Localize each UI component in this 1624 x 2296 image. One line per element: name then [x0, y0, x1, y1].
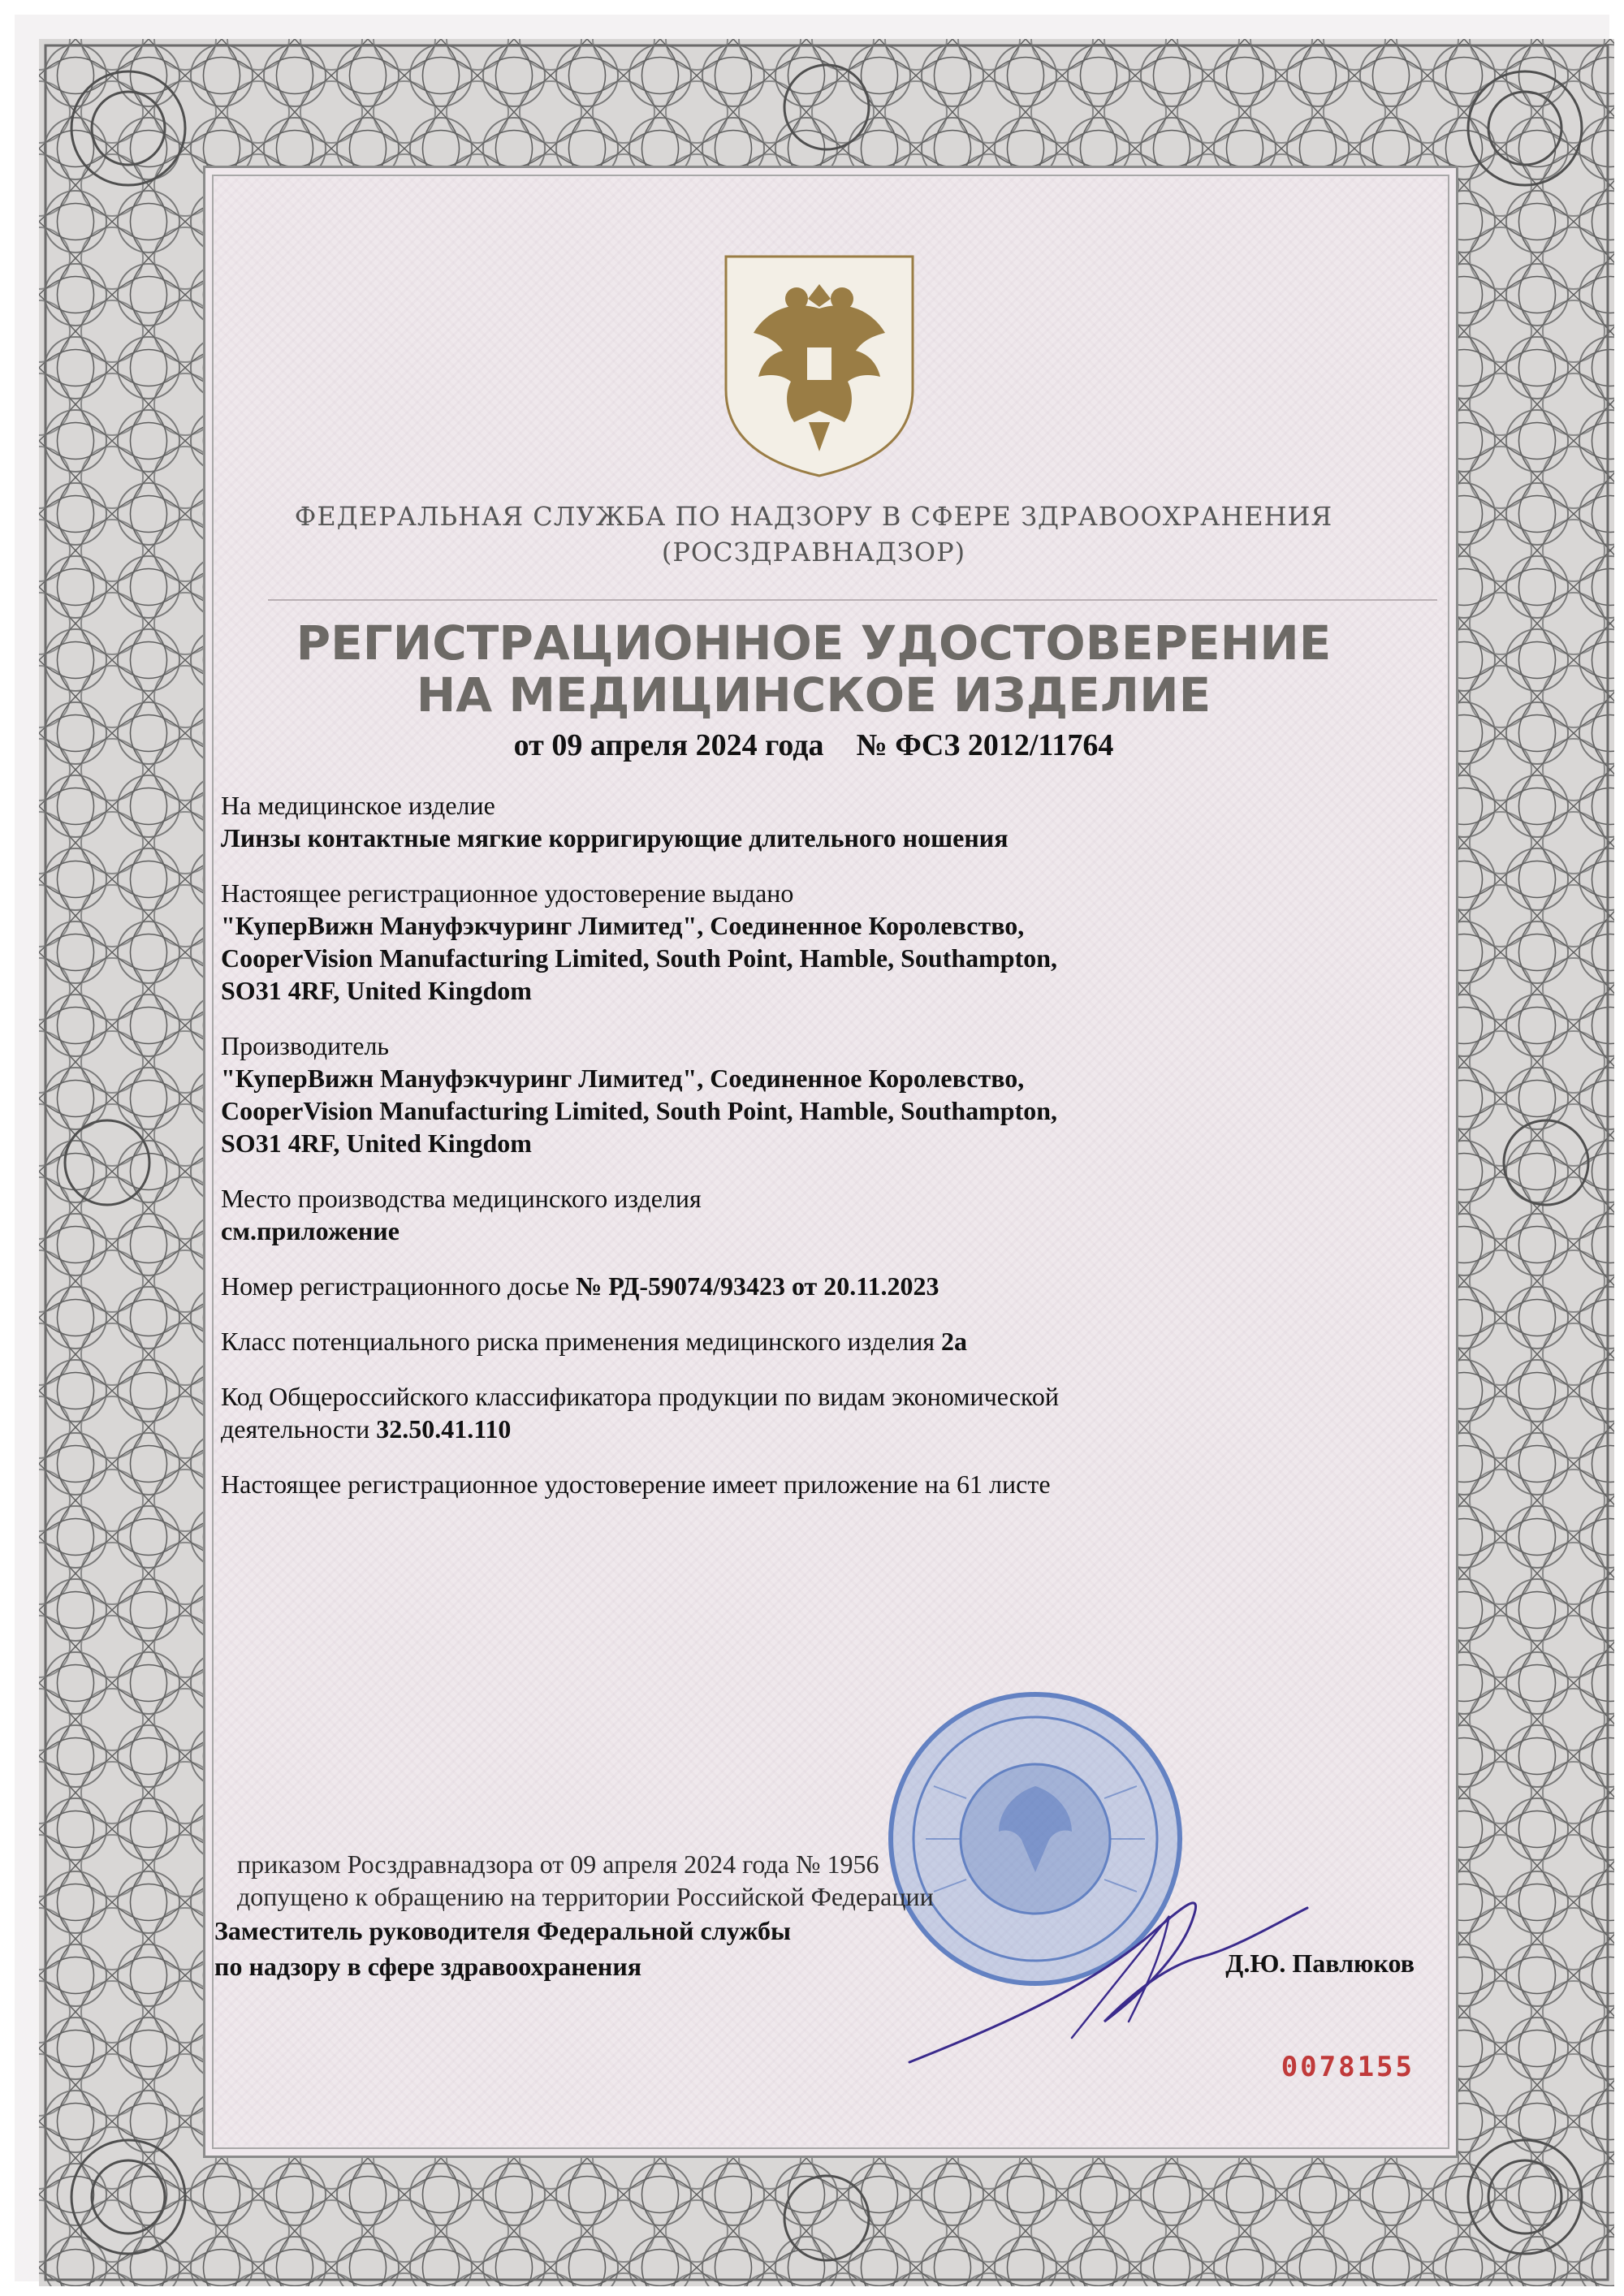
appendix-section	[221, 1468, 1293, 1500]
signatory-position-line-2: по надзору в сфере здравоохранения	[214, 1952, 642, 1981]
risk-class-label: Класс потенциального риска применения медицинского изделия	[221, 1327, 935, 1356]
risk-class-section	[221, 1325, 1293, 1357]
agency-name: ФЕДЕРАЛЬНАЯ СЛУЖБА ПО НАДЗОРУ В СФЕРЕ ЗДРАВООХРАНЕНИЯ	[294, 501, 1333, 532]
holder-line-3: SO31 4RF, United Kingdom	[221, 976, 532, 1005]
registration-line	[188, 727, 1439, 763]
signatory-name: Д.Ю. Павлюков	[1225, 1949, 1415, 1978]
manufacturer-label: Производитель	[221, 1031, 389, 1060]
manufacturer-line-1: "КуперВижн Мануфэкчуринг Лимитед", Соединенное Королевство,	[221, 1064, 1025, 1093]
appendix-text: Настоящее регистрационное удостоверение имеет приложение на 61 листе	[221, 1470, 1051, 1499]
certificate-body	[221, 789, 1293, 1523]
dossier-label: Номер регистрационного досье	[221, 1271, 570, 1301]
form-serial-number: 0078155	[1281, 2051, 1415, 2083]
manufacturer-section	[221, 1029, 1293, 1159]
production-site-value: см.приложение	[221, 1216, 400, 1245]
device-name: Линзы контактные мягкие корригирующие длительного ношения	[221, 823, 1009, 852]
issuing-agency	[188, 498, 1439, 570]
holder-line-2: CooperVision Manufacturing Limited, South Point, Hamble, Southampton,	[221, 943, 1058, 973]
dossier-section	[221, 1270, 1293, 1302]
production-site-label: Место производства медицинского изделия	[221, 1184, 702, 1213]
document-title	[188, 617, 1439, 721]
registration-date: от 09 апреля 2024 года	[513, 728, 824, 762]
order-line-2: допущено к обращению на территории Российской Федерации	[237, 1882, 934, 1911]
dossier-value: № РД-59074/93423 от 20.11.2023	[576, 1271, 939, 1301]
okpd-label-line-1: Код Общероссийского классификатора продукции по видам экономической	[221, 1382, 1059, 1411]
okpd-value: 32.50.41.110	[376, 1414, 512, 1444]
registration-number: № ФСЗ 2012/11764	[856, 728, 1114, 762]
holder-line-1: "КуперВижн Мануфэкчуринг Лимитед", Соединенное Королевство,	[221, 911, 1025, 940]
coat-of-arms-icon	[719, 252, 919, 479]
title-line-1: РЕГИСТРАЦИОННОЕ УДОСТОВЕРЕНИЕ	[296, 615, 1332, 671]
holder-section	[221, 877, 1293, 1007]
handwritten-signature-icon	[893, 1867, 1315, 2078]
header-divider	[268, 599, 1437, 601]
device-label: На медицинское изделие	[221, 791, 495, 820]
okpd-label-line-2: деятельности	[221, 1414, 370, 1444]
signatory-position-line-1: Заместитель руководителя Федеральной службы	[214, 1916, 791, 1945]
production-site-section	[221, 1182, 1293, 1247]
title-line-2: НА МЕДИЦИНСКОЕ ИЗДЕЛИЕ	[416, 667, 1212, 723]
device-section	[221, 789, 1293, 854]
manufacturer-line-3: SO31 4RF, United Kingdom	[221, 1129, 532, 1158]
holder-label: Настоящее регистрационное удостоверение выдано	[221, 878, 794, 908]
order-line-1: приказом Росздравнадзора от 09 апреля 2024 года № 1956	[237, 1849, 879, 1879]
okpd-section	[221, 1380, 1293, 1445]
manufacturer-line-2: CooperVision Manufacturing Limited, South Point, Hamble, Southampton,	[221, 1096, 1058, 1125]
agency-abbreviation: (РОСЗДРАВНАДЗОР)	[661, 537, 966, 568]
risk-class-value: 2а	[941, 1327, 968, 1356]
